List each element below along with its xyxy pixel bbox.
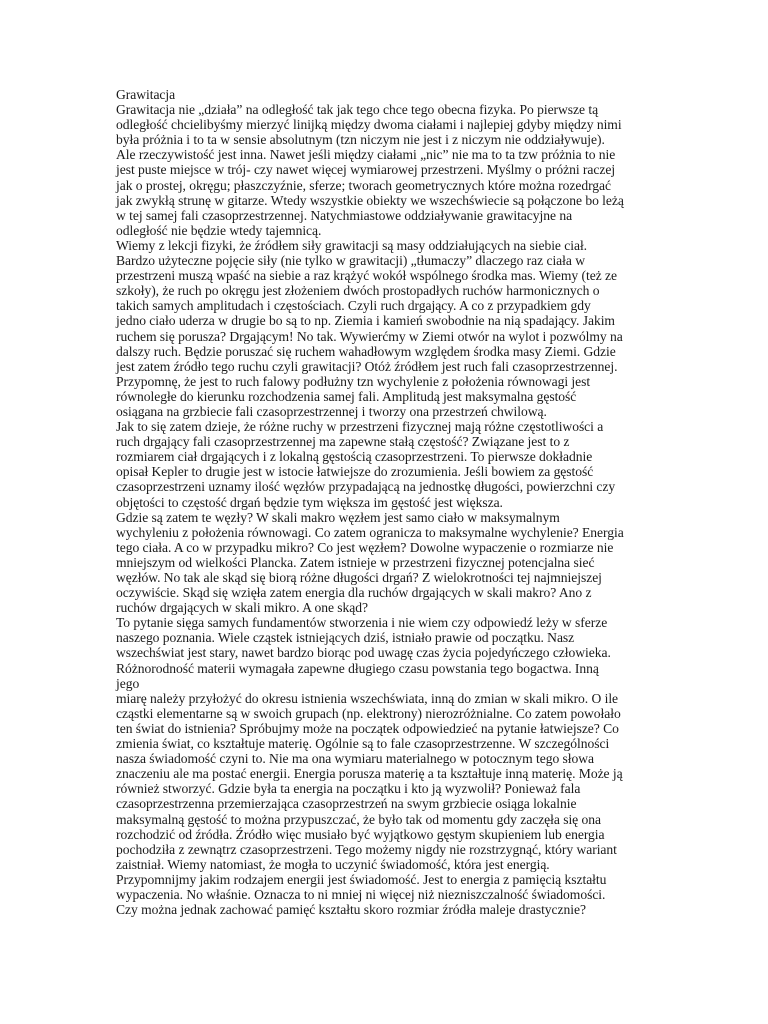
text-line: jego [116,675,140,691]
text-line: tego ciała. A co w przypadku mikro? Co jest węzłem? Dowolne wypaczenie o rozmiarze nie [116,539,614,555]
text-line: jest zatem źródło tego ruchu czyli grawitacji? Otóż źródłem jest ruch fali czasoprzestrzennej. [116,358,618,374]
text-line: równoległe do kierunku rozchodzenia samej fali. Amplitudą jest maksymalna gęstość [116,388,577,404]
text-line: rozmiarem ciał drgających i z lokalną gęstością czasoprzestrzeni. To pierwsze dokładnie [116,449,593,465]
document-page [116,87,644,917]
document-body [116,102,644,917]
text-line: wychyleniu z położenia równowagi. Co zatem ogranicza to maksymalne wychylenie? Energia [116,524,624,540]
text-line: Grawitacja nie „działa” na odległość tak jak tego chce tego obecna fizyka. Po pierwsze tą [116,102,599,118]
text-line: dalszy ruch. Będzie poruszać się ruchem wahadłowym względem środka masy Ziemi. Gdzie [116,343,616,359]
text-line: zmienia świat, co kształtuje materię. Ogólnie są to fale czasoprzestrzenne. W szczególności [116,736,610,752]
document-title: Grawitacja [116,87,176,102]
text-line: Gdzie są zatem te węzły? W skali makro węzłem jest samo ciało w maksymalnym [116,509,560,525]
text-line: jak zwykłą strunę w gitarze. Wtedy wszystkie obiekty we wszechświecie są połączone bo leżą [116,192,624,208]
text-line: Wiemy z lekcji fizyki, że źródłem siły grawitacji są masy oddziałujących na siebie ciał. [116,237,588,253]
text-line: Przypomnę, że jest to ruch falowy podłużny tzn wychylenie z położenia równowagi jest [116,373,591,389]
text-line: w tej samej fali czasoprzestrzennej. Natychmiastowe oddziaływanie grawitacyjne na [116,207,573,223]
text-line: rozchodzić od źródła. Źródło więc musiało być wyjątkowo gęstym skupieniem lub energia [116,826,605,842]
text-line: odległość chcielibyśmy mierzyć linijką między dwoma ciałami i najlepiej gdyby między nimi [116,117,622,133]
text-line: wszechświat jest stary, nawet bardzo biorąc pod uwagę czas życia pojedyńczego człowieka. [116,645,611,661]
text-line: ruch drgający fali czasoprzestrzennej ma zapewne stałą częstość? Związane jest to z [116,434,570,450]
text-line: Czy można jednak zachować pamięć kształtu skoro rozmiar źródła maleje drastycznie? [116,902,586,918]
text-line: Bardzo użyteczne pojęcie siły (nie tylko w grawitacji) „tłumaczy” dlaczego raz ciała w [116,253,585,269]
text-line: Ale rzeczywistość jest inna. Nawet jeśli między ciałami „nic” nie ma to ta tzw próżnia to nie [116,147,616,163]
text-line: ten świat do istnienia? Spróbujmy może na początek odpowiedzieć na pytanie łatwiejsze? Co [116,720,619,736]
text-line: węzłów. No tak ale skąd się biorą różne długości drgań? Z wielokrotności tej najmniejszej [116,570,602,585]
text-line: wypaczenia. No właśnie. Oznacza to ni mniej ni więcej niż niezniszczalność świadomości. [116,886,606,902]
text-line: przestrzeni muszą wpaść na siebie a raz krążyć wokół wspólnego środka mas. Wiemy (też ze [116,268,617,284]
text-line: To pytanie sięga samych fundamentów stworzenia i nie wiem czy odpowiedź leży w sferze [116,615,608,631]
text-line: Przypomnijmy jakim rodzajem energii jest świadomość. Jest to energia z pamięcią kształtu [116,871,607,887]
text-line: czasoprzestrzenna przemierzająca czasoprzestrzeń na swym grzbiecie osiąga lokalnie [116,796,577,812]
text-line: mniejszym od wielkości Plancka. Zatem istnieje w przestrzeni fizycznej potencjalna sieć [116,554,595,570]
text-line: zaistniał. Wiemy natomiast, że mogła to uczynić świadomość, która jest energią. [116,856,550,872]
text-line: Jak to się zatem dzieje, że różne ruchy w przestrzeni fizycznej mają różne częstotliwości a [116,419,604,435]
text-line: opisał Kepler to drugie jest w istocie łatwiejsze do zrozumienia. Jeśli bowiem za gęstość [116,464,594,480]
text-line: miarę należy przyłożyć do okresu istnienia wszechświata, inną do zmian w skali mikro. O ile [116,690,619,706]
text-line: ruchów drgających w skali mikro. A one skąd? [116,600,368,616]
text-line: szkoły), że ruch po okręgu jest złożeniem dwóch prostopadłych ruchów harmonicznych o [116,283,600,299]
text-line: jedno ciało uderza w drugie bo są to np. Ziemia i kamień swobodnie na nią spadający. Jakim [116,313,615,329]
text-line: Różnorodność materii wymagała zapewne długiego czasu powstania tego bogactwa. Inną [116,660,599,676]
text-line: naszego poznania. Wiele cząstek istniejących dziś, istniało prawie od początku. Nasz [116,630,575,646]
text-line: znaczeniu ale ma postać energii. Energia porusza materię a ta kształtuje inną materię. Może ją [116,766,623,782]
text-line: oczywiście. Skąd się wzięła zatem energia dla ruchów drgających w skali makro? Ano z [116,585,592,601]
text-line: pochodziła z zewnątrz czasoprzestrzeni. Tego możemy nigdy nie rozstrzygnąć, który wariant [116,841,617,857]
text-line: osiągana na grzbiecie fali czasoprzestrzennej i tworzy ona przestrzeń chwilową. [116,403,547,419]
text-line: takich samych amplitudach i częstościach. Czyli ruch drgający. A co z przypadkiem gdy [116,298,591,314]
text-line: jest puste miejsce w trój- czy nawet więcej wymiarowej przestrzeni. Myślmy o próżni raczej [116,162,616,178]
text-line: maksymalną gęstość to można przypuszczać, że było tak od momentu gdy zaczęła się ona [116,811,601,827]
text-line: objętości to częstość drgań będzie tym większa im gęstość jest większa. [116,494,503,510]
text-line: nasza świadomość czyni to. Nie ma ona wymiaru materialnego w potocznym tego słowa [116,751,595,767]
text-line: czasoprzestrzeni uznamy ilość węzłów przypadającą na jednostkę długości, powierzchni czy [116,479,616,495]
text-line: była próżnia i to ta w sensie absolutnym (tzn niczym nie jest i z niczym nie oddziaływuje). [116,132,605,148]
text-line: ruchem się porusza? Drgającym! No tak. Wywierćmy w Ziemi otwór na wylot i pozwólmy na [116,328,623,344]
text-line: cząstki elementarne są w swoich grupach (np. elektrony) nierozróżnialne. Co zatem powołało [116,705,621,721]
text-line: odległość nie będzie wtedy tajemnicą. [116,222,322,238]
text-line: również stworzyć. Gdzie była ta energia na początku i kto ją wyzwolił? Ponieważ fala [116,781,581,797]
text-line: jak o prostej, okręgu; płaszczyźnie, sferze; tworach geometrycznych które można rozedrgać [116,177,612,193]
